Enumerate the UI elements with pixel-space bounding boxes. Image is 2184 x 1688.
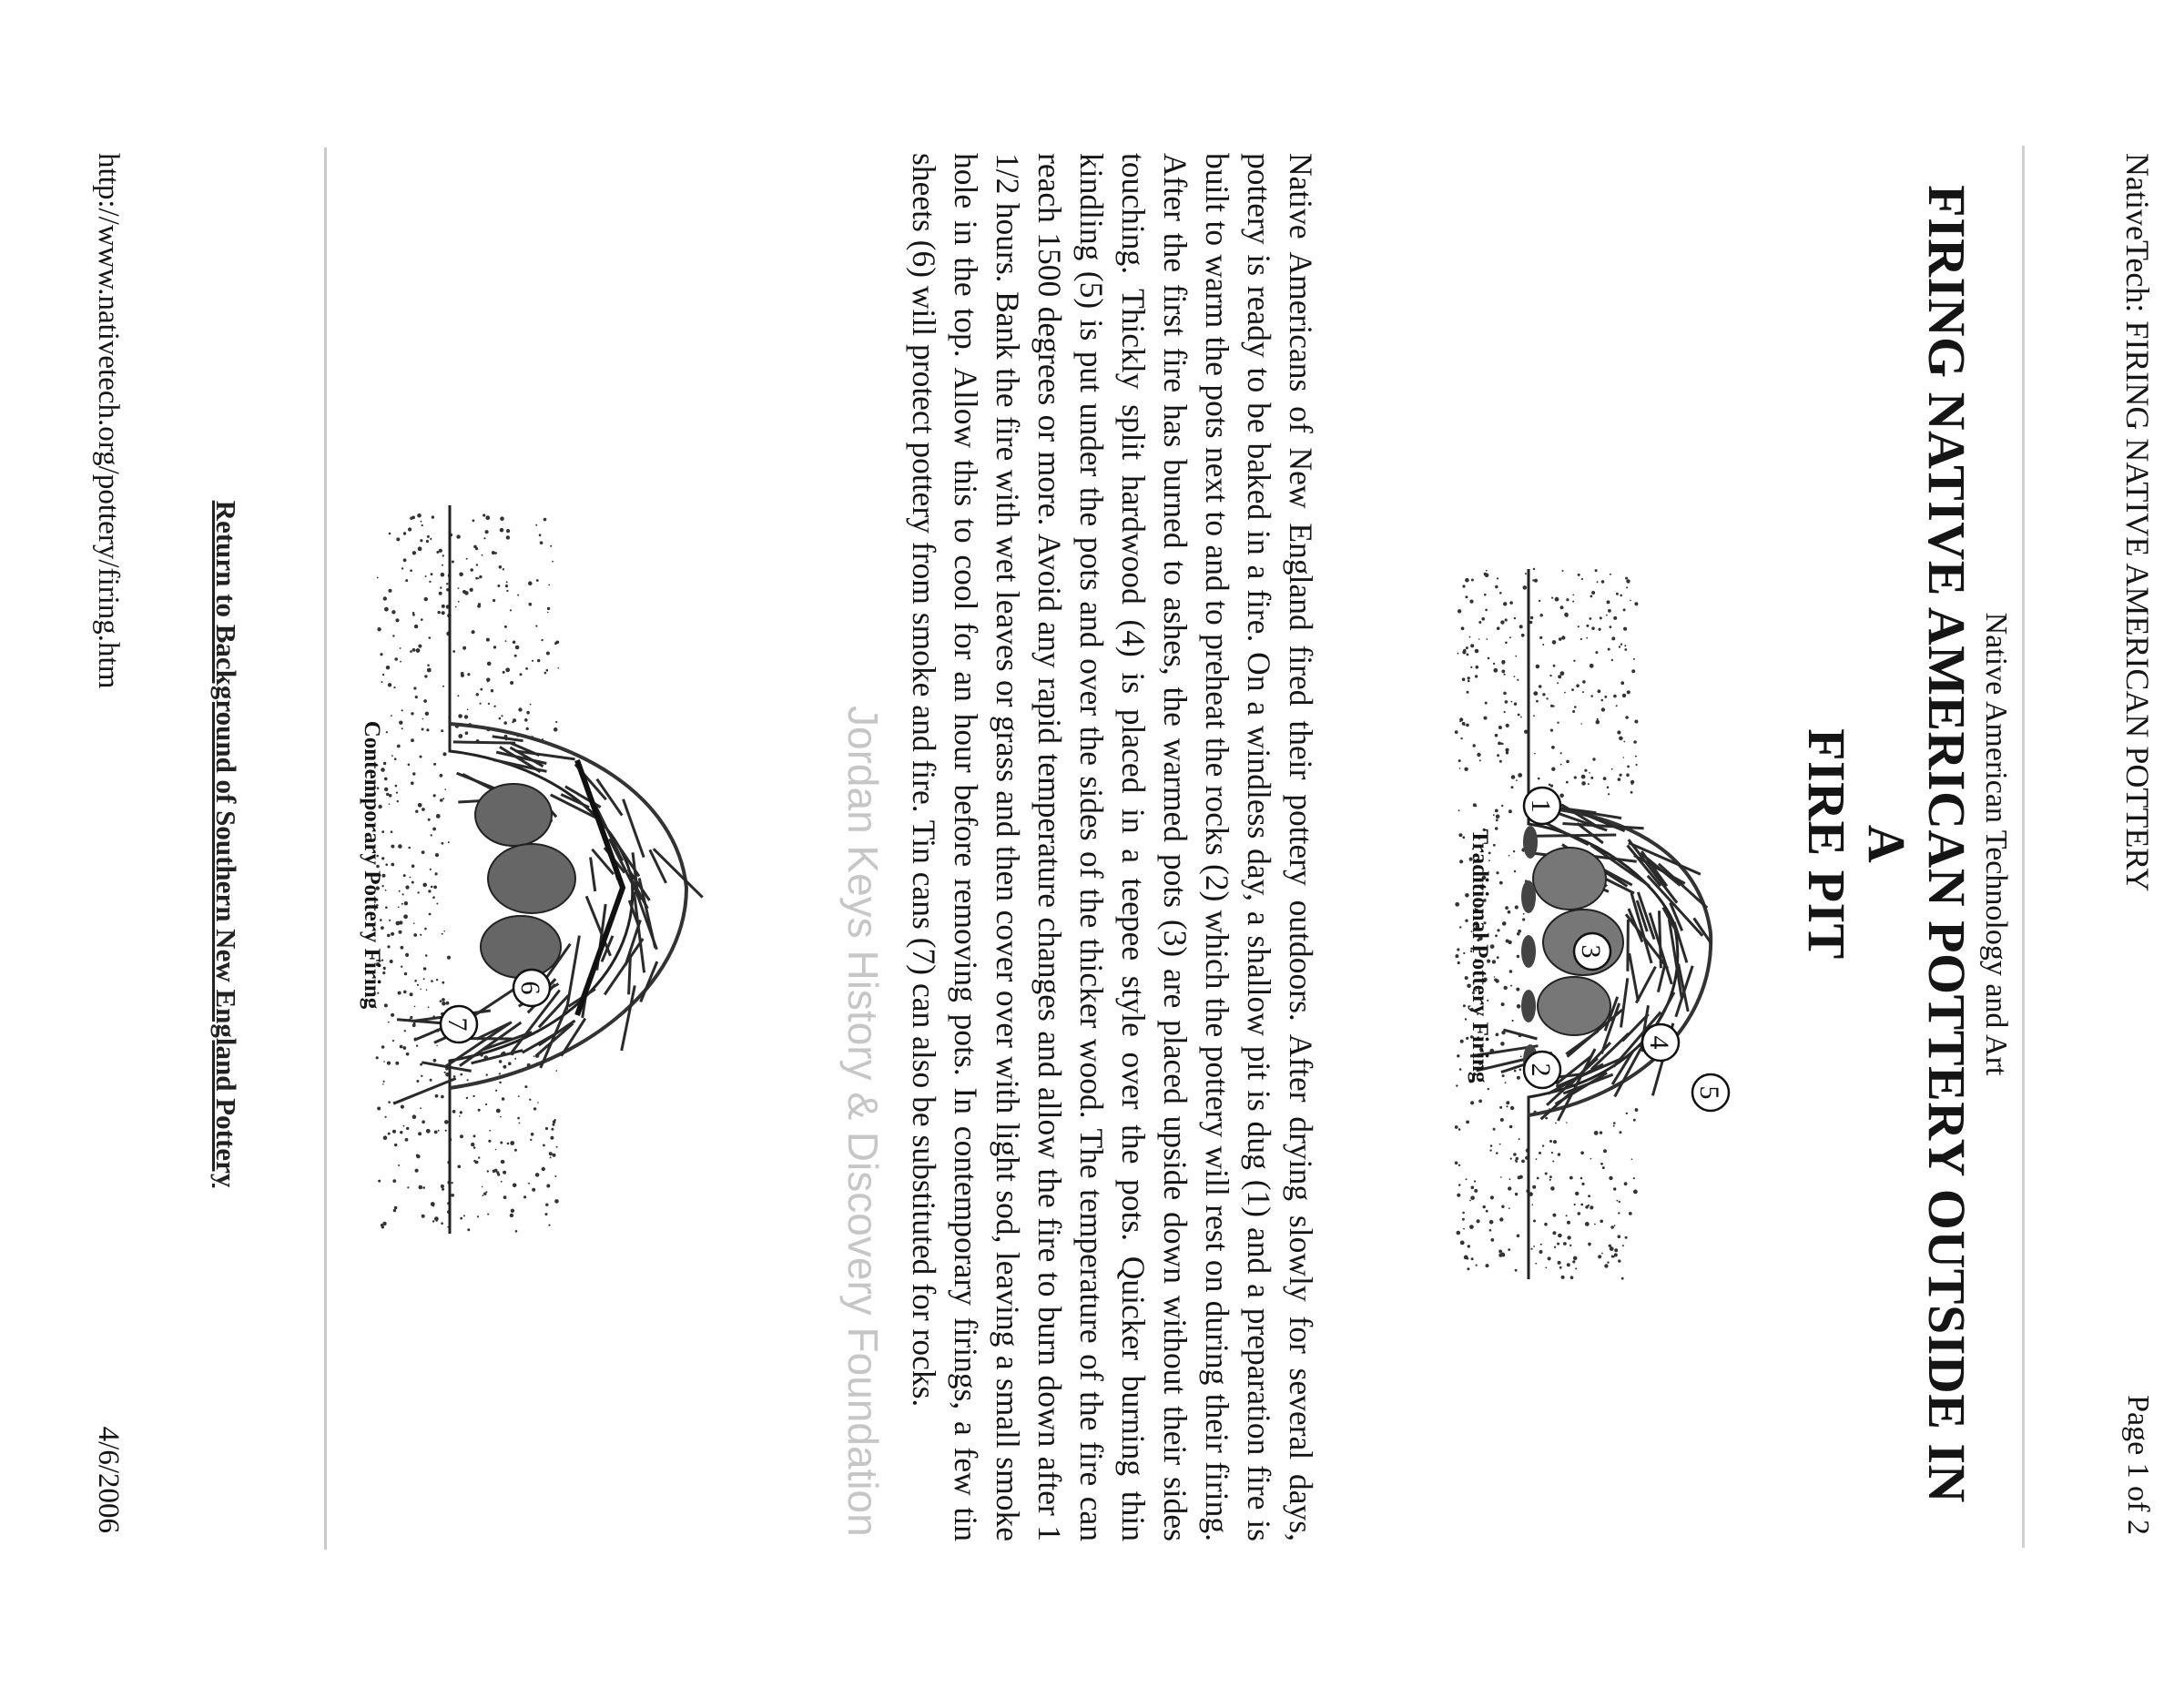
bottom-divider	[324, 147, 327, 1550]
svg-text:5: 5	[1694, 1085, 1724, 1100]
page-url: http://www.nativetech.org/pottery/firing.htm	[92, 153, 125, 689]
label-1-marker	[1524, 788, 1560, 824]
svg-text:3: 3	[1576, 944, 1606, 959]
traditional-firing-illustration	[1492, 533, 1802, 1316]
page-title	[1796, 182, 1976, 1506]
contemporary-firing-illustration	[395, 478, 759, 1261]
site-subtitle: Native American Technology and Art	[1979, 612, 2013, 1076]
header-title: NativeTech: FIRING NATIVE AMERICAN POTTERY	[2119, 153, 2156, 892]
label-4-marker	[1642, 1024, 1679, 1061]
label-3-marker	[1574, 933, 1610, 970]
title-line-1: FIRING NATIVE AMERICAN POTTERY OUTSIDE IN A	[1857, 185, 1976, 1503]
label-5-marker	[1692, 1074, 1729, 1111]
title-line-2: FIRE PIT	[1797, 728, 1856, 960]
traditional-firing-caption: Traditional Pottery Firing	[1468, 829, 1492, 1083]
return-link[interactable]: Return to Background of Southern New England Pottery	[210, 500, 242, 1188]
contemporary-firing-caption: Contemporary Pottery Firing	[360, 720, 384, 1010]
watermark: Jordan Keys History & Discovery Foundation	[839, 706, 887, 1537]
top-divider	[2022, 146, 2025, 1548]
svg-text:1: 1	[1526, 798, 1556, 813]
svg-text:2: 2	[1526, 1063, 1556, 1077]
body-paragraph: Native Americans of New England fired their pottery outdoors. After drying slowly for several days, pottery is ready to be baked in a fire. On a windless day, a shallow pit is dug (1) and a preparation fire is built to warm the pots next to and to preheat the rocks (2) which the pottery will rest on during their firing. After the first fire has burned to ashes, the warmed pots (3) are placed upside down without their sides touching. Thickly split hardwood (4) is placed in a teepee style over the pots. Quicker burning thin kindling (5) is put under the pots and over the sides of the thicker wood. The temperature of the fire can reach 1500 degrees or more. Avoid any rapid temperature changes and allow the fire to burn down after 1 1/2 hours. Bank the fire with wet leaves or grass and then cover over with light sod, leaving a small smoke hole in the top. Allow this to cool for an hour before removing pots. In contemporary firings, a few tin sheets (6) will protect pottery from smoke and fire. Tin cans (7) can also be substituted for rocks.	[906, 153, 1319, 1541]
svg-text:7: 7	[442, 1017, 472, 1032]
print-date: 4/6/2006	[92, 1426, 125, 1533]
label-7-marker	[441, 1006, 477, 1042]
svg-text:6: 6	[515, 981, 545, 995]
page-number: Page 1 of 2	[2121, 1395, 2155, 1535]
label-2-marker	[1524, 1052, 1560, 1088]
label-6-marker	[513, 970, 550, 1006]
svg-text:4: 4	[1644, 1035, 1674, 1050]
